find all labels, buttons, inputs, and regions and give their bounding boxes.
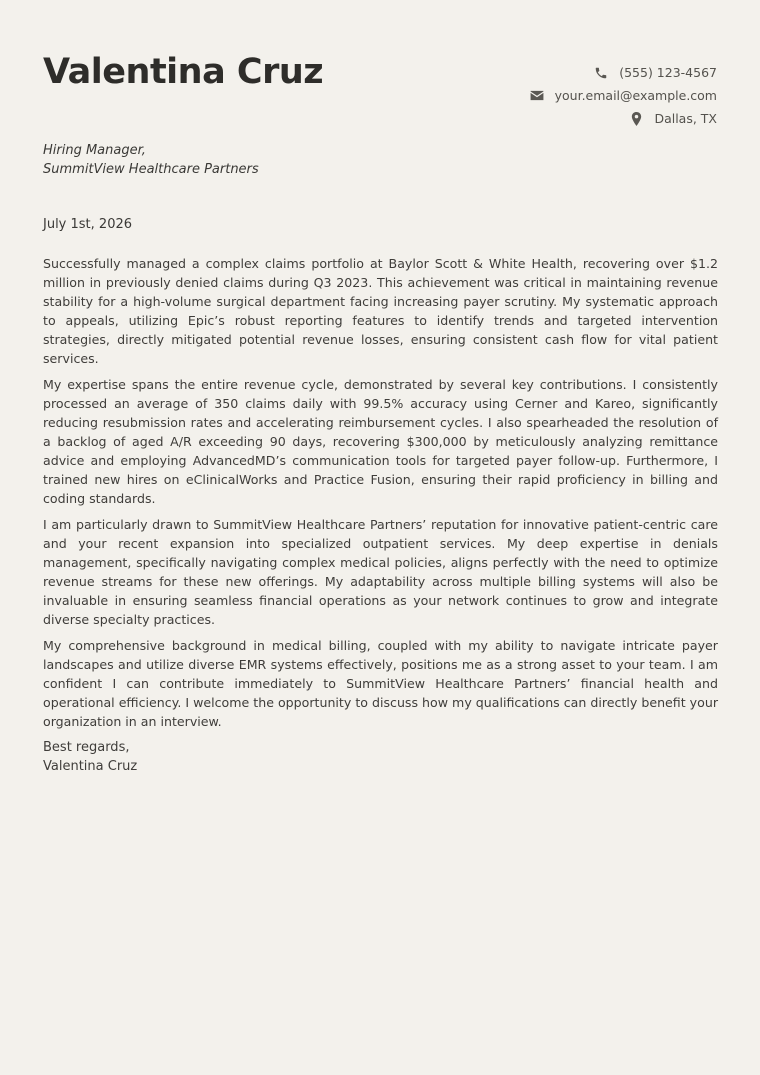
contact-email-row: [417, 84, 717, 107]
letter-body: [43, 254, 718, 776]
contact-location-row: [417, 107, 717, 130]
closing-salutation: Best regards,: [43, 740, 130, 755]
closing-signature: Valentina Cruz: [43, 759, 138, 774]
recipient-block: [43, 141, 259, 179]
location-text: Dallas, TX: [654, 111, 717, 126]
body-paragraph-2: My expertise spans the entire revenue cycle, demonstrated by several key contributions. I consistently processed an average of 350 claims daily with 99.5% accuracy using Cerner and Kareo, significantly reducing resubmission rates and accelerating reimbursement cycles. I also spearheaded the resolution of a backlog of aged A/R exceeding 90 days, recovering $300,000 by meticulously analyzing remittance advice and employing AdvancedMD’s communication tools for targeted payer follow-up. Furthermore, I trained new hires on eClinicalWorks and Practice Fusion, ensuring their rapid proficiency in billing and coding standards.: [43, 377, 718, 506]
phone-number: (555) 123-4567: [619, 65, 717, 80]
contact-block: [417, 61, 717, 130]
email-address: your.email@example.com: [554, 88, 717, 103]
map-pin-icon: [628, 111, 644, 127]
envelope-icon: [529, 88, 545, 104]
body-paragraph-3: I am particularly drawn to SummitView Healthcare Partners’ reputation for innovative patient-centric care and your recent expansion into specialized outpatient services. My deep expertise in denials management, specifically navigating complex medical policies, aligns perfectly with the need to optimize revenue streams for these new offerings. My adaptability across multiple billing systems will also be invaluable in ensuring seamless financial operations as your network continues to grow and integrate diverse specialty practices.: [43, 517, 718, 627]
letter-date: July 1st, 2026: [43, 217, 133, 232]
recipient-company: SummitView Healthcare Partners: [43, 162, 259, 177]
contact-phone-row: [417, 61, 717, 84]
applicant-name: Valentina Cruz: [43, 52, 324, 92]
phone-icon: [593, 65, 609, 81]
recipient-title: Hiring Manager,: [43, 143, 146, 158]
body-paragraph-4: My comprehensive background in medical billing, coupled with my ability to navigate intricate payer landscapes and utilize diverse EMR systems effectively, positions me as a strong asset to your team. I am confident I can contribute immediately to SummitView Healthcare Partners’ financial health and operational efficiency. I welcome the opportunity to discuss how my qualifications can directly benefit your organization in an interview.: [43, 638, 718, 729]
closing-block: [43, 738, 718, 776]
body-paragraph-1: Successfully managed a complex claims portfolio at Baylor Scott & White Health, recovering over $1.2 million in previously denied claims during Q3 2023. This achievement was critical in maintaining revenue stability for a high-volume surgical department facing increasing payer scrutiny. My systematic approach to appeals, utilizing Epic’s robust reporting features to identify trends and targeted intervention strategies, directly mitigated potential revenue losses, ensuring consistent cash flow for vital patient services.: [43, 256, 718, 366]
